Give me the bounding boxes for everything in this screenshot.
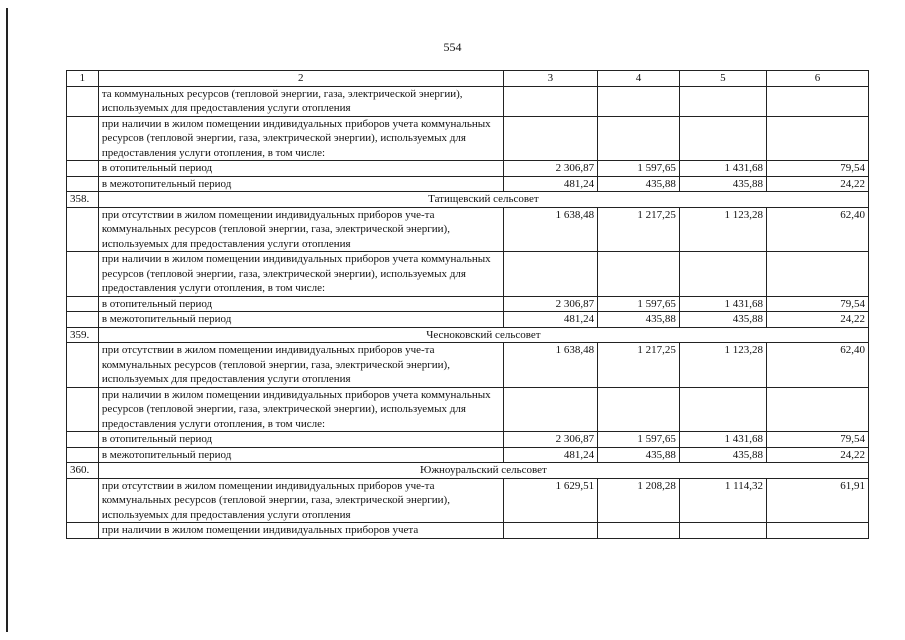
section-number: 358. [67,192,99,208]
row-description: при наличии в жилом помещении индивидуальных приборов учета коммунальных ресурсов (тепловой энергии, газа, электрической энергии), используемых для предоставления услуги отопления, в том числе: [98,252,503,297]
column-number: 1 [67,71,99,87]
value-cell: 62,40 [766,343,868,388]
row-description: при отсутствии в жилом помещении индивидуальных приборов уче-та коммунальных ресурсов (тепловой энергии, газа, электрической энергии), используемых для предоставления услуги отопления [98,343,503,388]
row-description: при отсутствии в жилом помещении индивидуальных приборов уче-та коммунальных ресурсов (тепловой энергии, газа, электрической энергии), используемых для предоставления услуги отопления [98,207,503,252]
table-row [67,523,869,539]
column-number: 2 [98,71,503,87]
value-cell: 435,88 [679,176,766,192]
section-row [67,327,869,343]
table-row [67,176,869,192]
row-description: при наличии в жилом помещении индивидуальных приборов учета коммунальных ресурсов (тепловой энергии, газа, электрической энергии), используемых для предоставления услуги отопления, в том числе: [98,116,503,161]
value-cell: 2 306,87 [503,296,598,312]
value-cell [598,387,680,432]
value-cell: 1 217,25 [598,207,680,252]
row-description: в межотопительный период [98,312,503,328]
row-number-cell [67,207,99,252]
value-cell: 79,54 [766,432,868,448]
table-body [67,71,869,539]
value-cell: 1 114,32 [679,478,766,523]
row-number-cell [67,116,99,161]
section-title: Татищевский сельсовет [98,192,868,208]
value-cell [598,252,680,297]
value-cell [766,387,868,432]
value-cell: 2 306,87 [503,161,598,177]
value-cell [679,387,766,432]
value-cell [503,523,598,539]
value-cell: 62,40 [766,207,868,252]
value-cell: 435,88 [679,312,766,328]
value-cell [766,86,868,116]
value-cell: 435,88 [679,447,766,463]
row-number-cell [67,86,99,116]
table-row [67,296,869,312]
value-cell: 435,88 [598,312,680,328]
value-cell: 1 597,65 [598,161,680,177]
row-description: в межотопительный период [98,447,503,463]
value-cell: 1 217,25 [598,343,680,388]
column-numbers-row [67,71,869,87]
column-number: 4 [598,71,680,87]
value-cell: 1 431,68 [679,432,766,448]
row-number-cell [67,296,99,312]
value-cell [679,523,766,539]
table-row [67,86,869,116]
value-cell: 2 306,87 [503,432,598,448]
section-title: Чесноковский сельсовет [98,327,868,343]
value-cell: 1 431,68 [679,296,766,312]
table-row [67,447,869,463]
value-cell: 61,91 [766,478,868,523]
table-row [67,116,869,161]
value-cell [503,116,598,161]
value-cell: 481,24 [503,312,598,328]
value-cell: 1 638,48 [503,207,598,252]
value-cell: 481,24 [503,176,598,192]
value-cell [503,86,598,116]
column-number: 3 [503,71,598,87]
value-cell: 1 123,28 [679,343,766,388]
row-number-cell [67,432,99,448]
value-cell: 24,22 [766,312,868,328]
value-cell [766,116,868,161]
table-row [67,387,869,432]
row-number-cell [67,312,99,328]
page-left-edge [6,8,8,632]
value-cell [679,252,766,297]
row-description: та коммунальных ресурсов (тепловой энергии, газа, электрической энергии), используемых для предоставления услуги отопления [98,86,503,116]
row-description: в межотопительный период [98,176,503,192]
section-number: 359. [67,327,99,343]
row-number-cell [67,478,99,523]
column-number: 5 [679,71,766,87]
row-number-cell [67,176,99,192]
value-cell: 1 638,48 [503,343,598,388]
value-cell: 435,88 [598,176,680,192]
row-description: при наличии в жилом помещении индивидуальных приборов учета коммунальных ресурсов (тепловой энергии, газа, электрической энергии), используемых для предоставления услуги отопления, в том числе: [98,387,503,432]
value-cell: 1 208,28 [598,478,680,523]
value-cell [598,116,680,161]
table-row [67,343,869,388]
row-number-cell [67,387,99,432]
value-cell: 1 431,68 [679,161,766,177]
row-description: в отопительный период [98,296,503,312]
value-cell [503,252,598,297]
row-description: при отсутствии в жилом помещении индивидуальных приборов уче-та коммунальных ресурсов (тепловой энергии, газа, электрической энергии), используемых для предоставления услуги отопления [98,478,503,523]
table-row [67,161,869,177]
row-number-cell [67,161,99,177]
section-title: Южноуральский сельсовет [98,463,868,479]
table-row [67,207,869,252]
value-cell: 1 629,51 [503,478,598,523]
value-cell: 1 123,28 [679,207,766,252]
value-cell: 481,24 [503,447,598,463]
value-cell [766,252,868,297]
value-cell: 24,22 [766,447,868,463]
row-description: при наличии в жилом помещении индивидуальных приборов учета [98,523,503,539]
value-cell [598,86,680,116]
value-cell: 24,22 [766,176,868,192]
value-cell: 79,54 [766,161,868,177]
table-row [67,478,869,523]
value-cell [679,86,766,116]
row-number-cell [67,447,99,463]
section-row [67,463,869,479]
page-number: 554 [443,40,462,54]
section-row [67,192,869,208]
value-cell [503,387,598,432]
column-number: 6 [766,71,868,87]
table-row [67,432,869,448]
table-row [67,252,869,297]
value-cell: 79,54 [766,296,868,312]
value-cell: 1 597,65 [598,296,680,312]
value-cell [598,523,680,539]
row-number-cell [67,252,99,297]
row-description: в отопительный период [98,161,503,177]
value-cell [766,523,868,539]
value-cell: 435,88 [598,447,680,463]
row-number-cell [67,523,99,539]
tariff-table [66,70,869,539]
row-number-cell [67,343,99,388]
table-row [67,312,869,328]
value-cell: 1 597,65 [598,432,680,448]
value-cell [679,116,766,161]
section-number: 360. [67,463,99,479]
row-description: в отопительный период [98,432,503,448]
